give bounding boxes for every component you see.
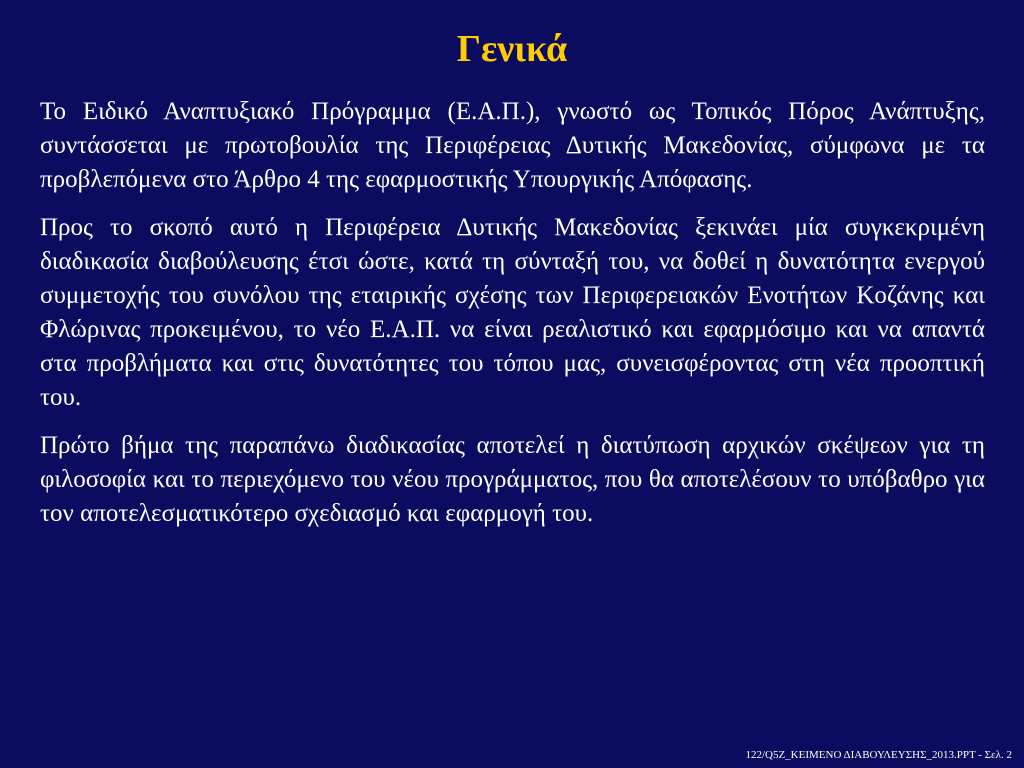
paragraph-3: Πρώτο βήμα της παραπάνω διαδικασίας αποτελεί η διατύπωση αρχικών σκέψεων για τη φιλοσοφία και το περιεχόμενο του νέου προγράμματος, που θα αποτελέσουν το υπόβαθρο για τον αποτελεσματικότερο σχεδιασμό και εφαρμογή του. bbox=[40, 432, 985, 527]
paragraph-1: Το Ειδικό Αναπτυξιακό Πρόγραμμα (Ε.Α.Π.), γνωστό ως Τοπικός Πόρος Ανάπτυξης, συντάσσεται με πρωτοβουλία της Περιφέρειας Δυτικής Μακεδονίας, σύμφωνα με τα προβλεπόμενα στο Άρθρο 4 της εφαρμοστικής Υπουργικής Απόφασης. bbox=[40, 98, 985, 193]
paragraph-2: Προς το σκοπό αυτό η Περιφέρεια Δυτικής Μακεδονίας ξεκινάει μία συγκεκριμένη διαδικασία διαβούλευσης έτσι ώστε, κατά τη σύνταξή του, να δοθεί η δυνατότητα ενεργού συμμετοχής του συνόλου της εταιρικής σχέσης των Περιφερειακών Ενοτήτων Κοζάνης και Φλώρινας προκειμένου, το νέο Ε.Α.Π. να είναι ρεαλιστικό και εφαρμόσιμο και να απαντά στα προβλήματα και στις δυνατότητες του τόπου μας, συνεισφέροντας στη νέα προοπτική του. bbox=[40, 214, 985, 411]
slide-title: Γενικά bbox=[456, 28, 568, 70]
slide-body bbox=[40, 95, 985, 545]
slide-footer: 122/Q5Z_ΚΕΙΜΕΝΟ ΔΙΑΒΟΥΛΕΥΣΗΣ_2013.PPT - Σελ. 2 bbox=[745, 749, 1012, 761]
